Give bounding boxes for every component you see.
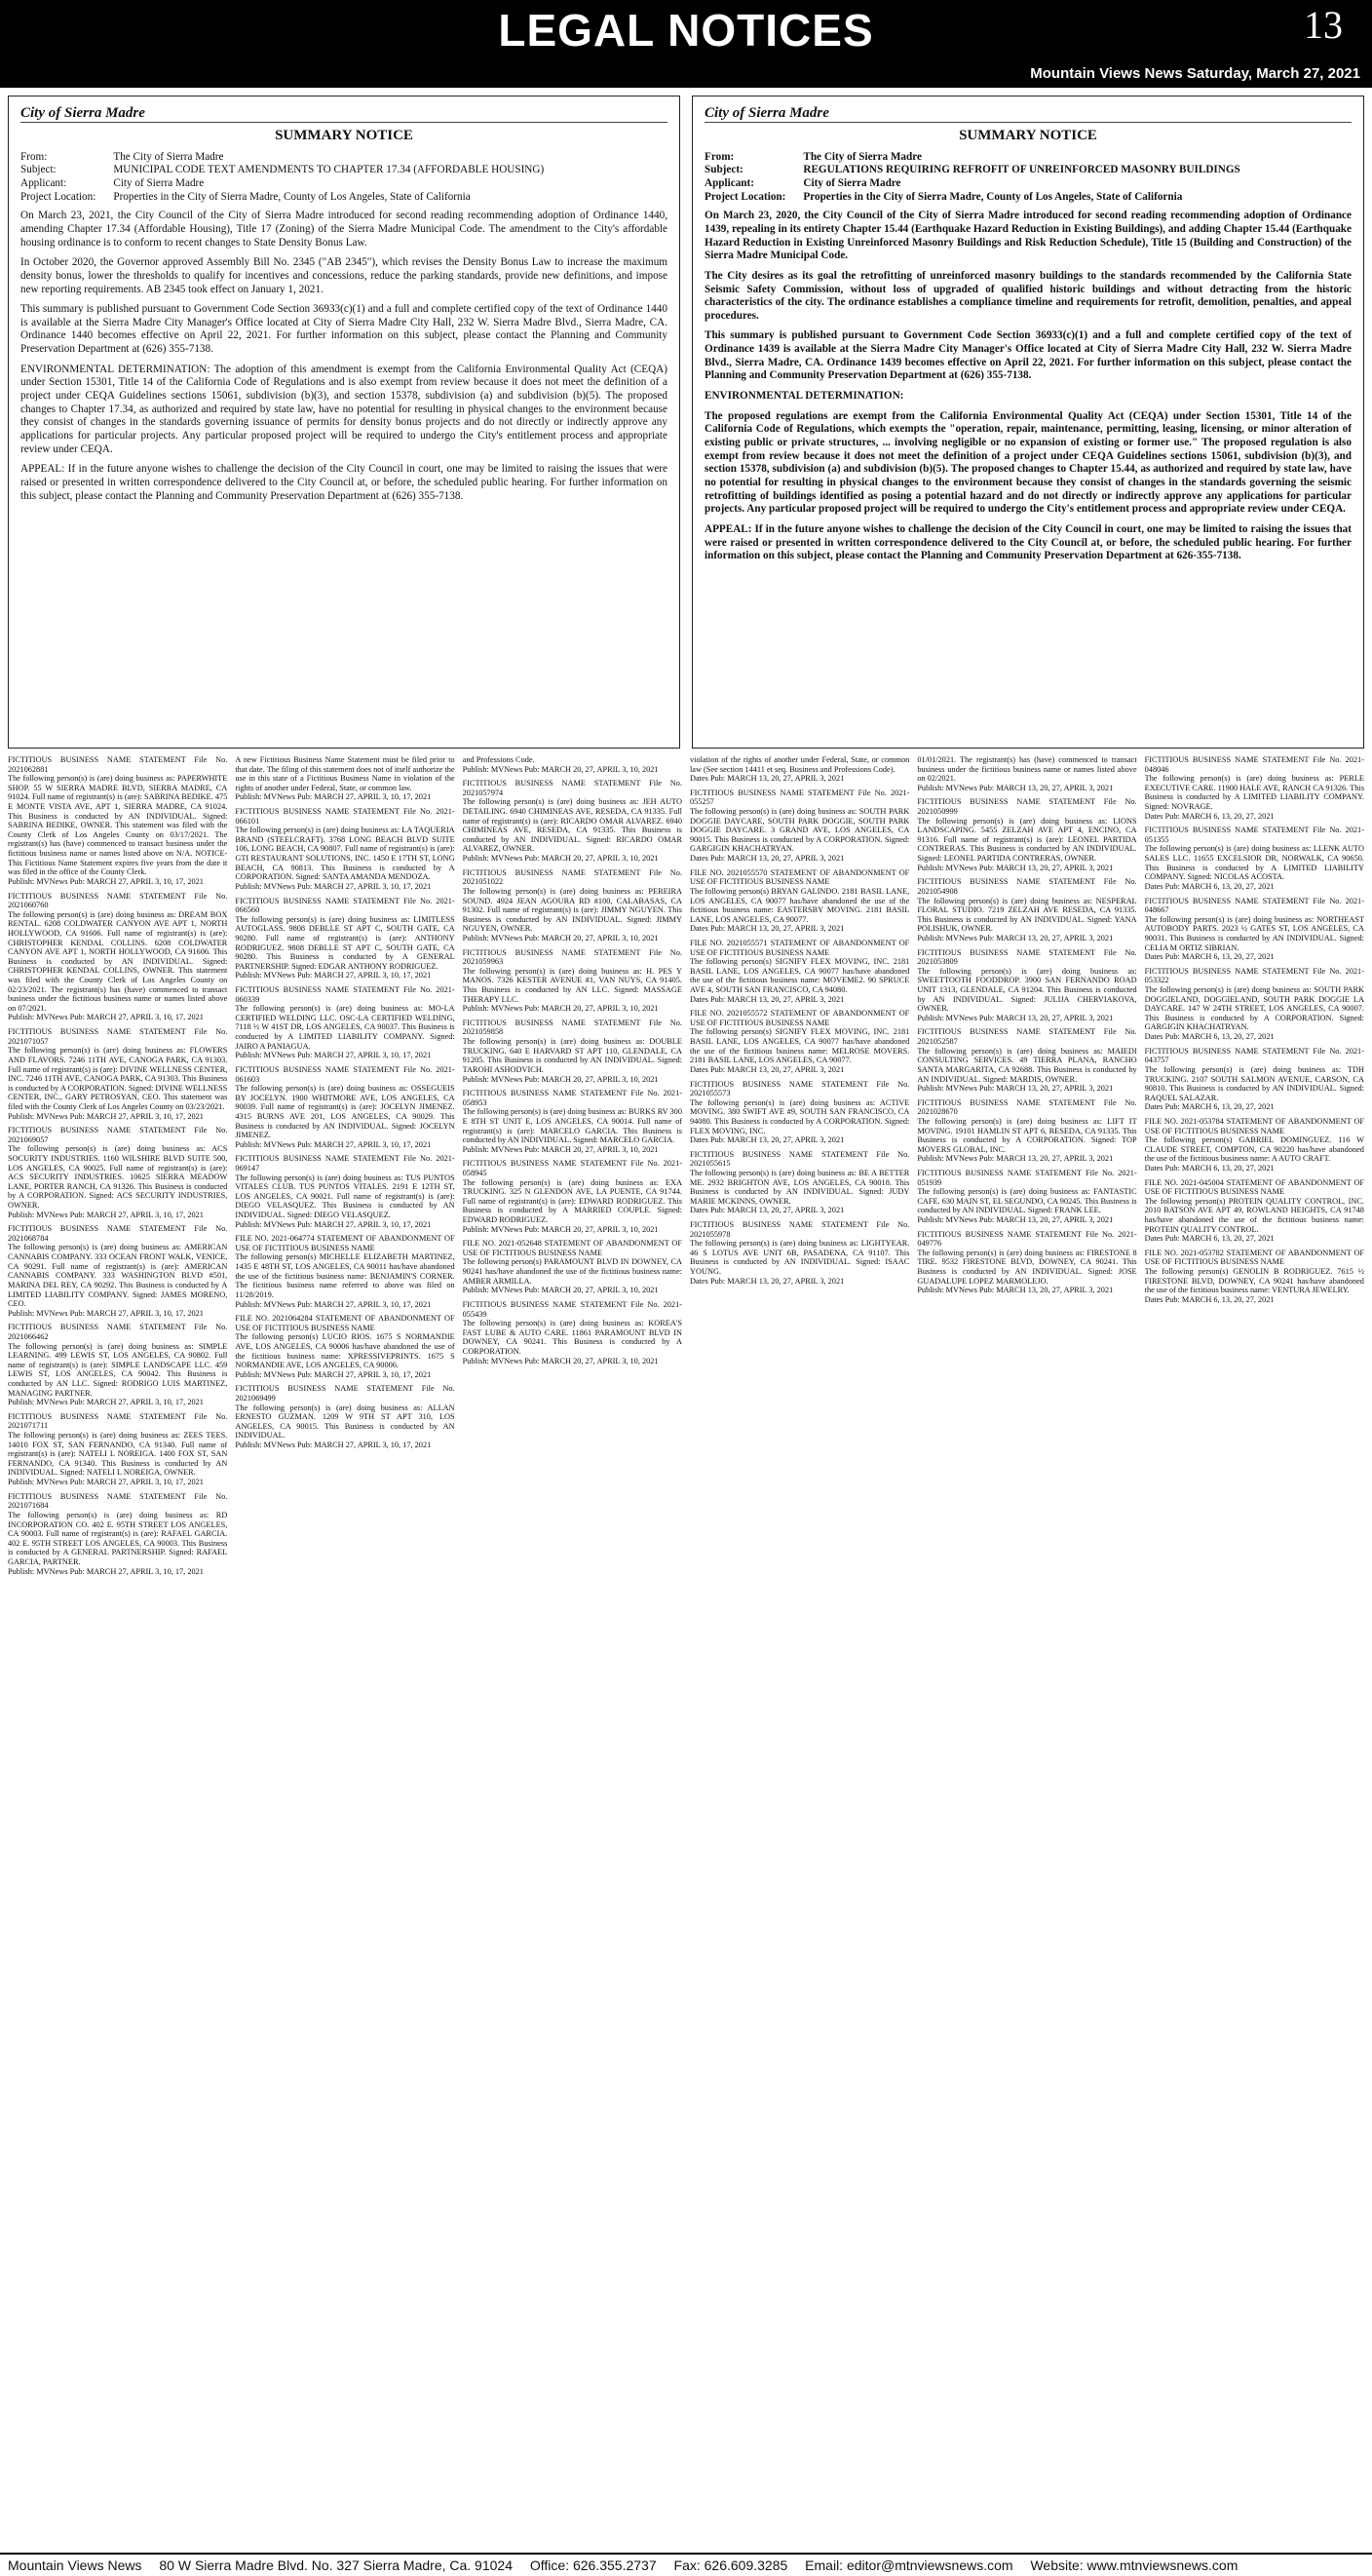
column-5 [917,755,1136,2549]
column-2 [235,755,454,2549]
legal-notice-entry [690,868,909,934]
notice-paragraph: The City desires as its goal the retrofitting of unreinforced masonry buildings to the standards recommended by the California State Seismic Safety Commission, without loss of upgraded of qualified historic buildings and without detracting from the historic characteristics of the city. The ordinance establishes a compliance timeline and requirements for retrofit, demolition, penalties, and appeal procedures. [705,269,1352,322]
entry-body: The following person(s) is (are) doing business as: PERLE EXECUTIVE CARE. 11900 HALE AVE, RANCH CA 91326. This Business is conducted by A LIMITED LIABILITY COMPANY. Signed: NOVRAGE. [1144,774,1364,812]
legal-notice-entry [690,755,909,784]
legal-notice-entry [8,1323,227,1406]
dateline: Mountain Views News Saturday, March 27, 2021 [1030,65,1360,82]
field-label: Subject: [20,164,57,176]
notice-header-row [705,151,1258,165]
entry-heading: FICTITIOUS BUSINESS NAME STATEMENT File No. 2021062881 [8,755,228,774]
field-label: Project Location: [705,190,786,203]
entry-publication-dates: Publish: MVNews Pub: MARCH 20, 27, APRIL 3, 10, 2021 [462,1144,659,1154]
entry-publication-dates: Publish: MVNews Pub: MARCH 27, APRIL 3, 10, 17, 2021 [8,1566,204,1576]
legal-notice-entry [690,1150,909,1215]
entry-publication-dates: Publish: MVNews Pub: MARCH 20, 27, APRIL 3, 10, 2021 [462,1224,659,1234]
field-value: MUNICIPAL CODE TEXT AMENDMENTS TO CHAPTER 17.34 (AFFORDABLE HOUSING) [113,164,545,176]
legal-notice-entry [690,788,909,864]
footer-email: Email: editor@mtnviewsnews.com [805,2557,1013,2573]
legal-notice-entry [463,779,682,863]
entry-heading: FICTITIOUS BUSINESS NAME STATEMENT File No. 2021071711 [8,1411,228,1431]
field-label: From: [20,150,48,163]
entry-body: The following person(s) is (are) doing business as: FLOWERS AND FLAVORS. 7246 11TH AVE, CANOGA PARK, CA 91303. Full name of registrant(s) is (are): DIVINE WELLNESS CENTER, INC. 7246 11TH AVE, CANOGA PARK, CA 91303. This Business is conducted by A CORPORATION. Signed: DIVINE WELLNESS CENTER, INC., GARY PETROSYAN, CEO. This statement was filed with the County Clerk of Los Angeles County on 03/23/2021. [8,1046,228,1111]
legal-notice-entry [690,1080,909,1145]
masthead [0,0,1372,88]
entry-heading: FICTITIOUS BUSINESS NAME STATEMENT File No. 2021059963 [462,947,682,967]
entry-heading: FICTITIOUS BUSINESS NAME STATEMENT File No. 2021069499 [235,1384,455,1403]
legal-notice-entry [917,948,1136,1023]
entry-body: The following person(s) is (are) doing business as: AMERICAN CANNABIS COMPANY. 333 OCEAN FRONT WALK, VENICE, CA 90291. Full name of registrant(s) is (are): AMERICAN CANNABIS COMPANY. 333 WASHINGTON BLVD #501, MARINA DEL REY, CA 90292. This Business is conducted by A LIMITED LIABILITY COMPANY. Signed: JAMES MORENO, CEO. [8,1243,228,1309]
field-label: Applicant: [20,176,67,189]
entry-heading: FICTITIOUS BUSINESS NAME STATEMENT File No. 2021071057 [8,1027,228,1046]
entry-body: The following person(s) is (are) doing business as: LIFT IT MOVING. 19101 HAMLIN ST APT 6, RESEDA, CA 91335. This Business is conducted by A CORPORATION. Signed: TOP MOVERS GLOBAL, INC. [917,1116,1137,1154]
legal-notice-entry [235,897,454,980]
entry-publication-dates: Publish: MVNews Pub: MARCH 13, 20, 27, APRIL 3, 2021 [917,1084,1114,1094]
entry-publication-dates: Dates Pub: MARCH 13, 20, 27, APRIL 3, 2021 [689,1064,845,1074]
entry-publication-dates: Publish: MVNews Pub: MARCH 13, 20, 27, APRIL 3, 2021 [917,783,1114,792]
entry-heading: FILE NO. 2021-053784 STATEMENT OF ABANDONMENT OF USE OF FICTITIOUS BUSINESS NAME [1144,1116,1364,1135]
entry-body: The following person(s) is (are) doing business as: H. PES Y MANOS. 7326 KESTER AVENUE #1, VAN NUYS, CA 91405. This Business is conducted by AN LLC. Signed: MASSAGE THERAPY LLC. [462,966,682,1004]
field-value: Properties in the City of Sierra Madre, County of Los Angeles, State of California [803,190,1183,203]
entry-publication-dates: Publish: MVNews Pub: MARCH 27, APRIL 3, 10, 17, 2021 [8,876,204,886]
entry-body: The following person(s) is (are) doing business as: ALLAN ERNESTO GUZMAN. 1209 W 9TH ST APT 310, LOS ANGELES, CA 90015. This Business is conducted by AN INDIVIDUAL. [235,1403,455,1441]
column-4 [690,755,909,2549]
entry-publication-dates: Publish: MVNews Pub: MARCH 20, 27, APRIL 3, 10, 2021 [462,764,659,774]
entry-body: The following person(s) is (are) doing business as: RD INCORPORATION CO. 402 E. 95TH STREET LOS ANGELES, CA 90003. Full name of registrant(s) is (are): RAFAEL GARCIA. 402 E. 95TH STREET LOS ANGELES, CA 90003. This Business is conducted by A GENERAL PARTNERSHIP. Signed: RAFAEL GARCIA, PARTNER. [8,1510,228,1566]
entry-heading: FICTITIOUS BUSINESS NAME STATEMENT File No. 2021-066560 [235,896,455,915]
entry-body: The following person(s) is (are) doing business as: LA TAQUERIA BRAND (STEELCRAFT). 3768 LONG BEACH BLVD SUITE 106, LONG BEACH, CA 90807. Full name of registrant(s) is (are): GTI RESTAURANT SOLUTIONS, INC. 1450 E 17TH ST, LONG BEACH, CA 90813. This Business is conducted by A CORPORATION. Signed: SANTA AMANDA MENDOZA. [235,826,455,882]
notice-header-row [705,191,1258,205]
entry-publication-dates: Dates Pub: MARCH 6, 13, 20, 27, 2021 [1144,1032,1275,1042]
legal-notice-entry [1145,826,1364,891]
footer-address: 80 W Sierra Madre Blvd. No. 327 Sierra Madre, Ca. 91024 [159,2557,513,2573]
notice-paragraph: APPEAL: If in the future anyone wishes to challenge the decision of the City Council in court, one may be limited to raising the issues that were raised or presented in written correspondence delivered to the City Council at, or before, the scheduled public hearing. For further information on this subject, please contact the Planning and Community Preservation Department at (626) 355-7138. [20,463,667,502]
entry-body: The following person(s) is (are) doing business as: NESPERAL FLORAL STUDIO. 7219 ZELZAH AVE RESEDA, CA 91335. This Business is conducted by AN INDIVIDUAL. Signed: YANA POLISHUK, OWNER. [917,896,1137,934]
entry-body: The following person(s) is (are) doing business as: LIMITLESS AUTOGLASS. 9808 DEBLLE ST APT C, SOUTH GATE, CA 90280. Full name of registrant(s) is (are): ANTHONY RODRIGUEZ. 9808 DEBLLE ST APT C, SOUTH GATE, CA 90280. This Business is conducted by A GENERAL PARTNERSHIP. Signed: EDGAR ANTHONY RODRIGUEZ. [235,914,455,971]
entry-publication-dates: Publish: MVNews Pub: MARCH 27, APRIL 3, 10, 17, 2021 [235,1441,432,1450]
column-1 [8,755,227,2549]
entry-body: The following person(s) is (are) doing business as: JEH AUTO DETAILING. 6940 CHIMINEAS AVE, RESEDA, CA 91335. Full name of registrant(s) is (are): RICARDO OMAR ALVAREZ. 6940 CHIMINEAS AVE, RESEDA, CA 91335. This Business is conducted by AN INDIVIDUAL. Signed: RICARDO OMAR ALVAREZ, OWNER. [462,797,682,854]
entry-publication-dates: Publish: MVNews Pub: MARCH 27, APRIL 3, 10, 17, 2021 [235,1299,432,1309]
footer-website: Website: www.mtnviewsnews.com [1030,2557,1239,2573]
entry-body: The following person(s) is (are) doing business as: LLENK AUTO SALES LLC. 11655 EXCELSIOR DR, NORWALK, CA 90650. This Business is conducted by A LIMITED LIABILITY COMPANY. Signed: NICOLAS ACOSTA. [1144,844,1364,882]
entry-body: The following person(s) PARAMOUNT BLVD IN DOWNEY, CA 90241 has/have abandoned the use of the fictitious business name: AMBER ARMILLA. [462,1257,682,1286]
entry-publication-dates: Publish: MVNews Pub: MARCH 27, APRIL 3, 10, 17, 2021 [235,1369,432,1379]
legal-notice-entry [1145,1117,1364,1173]
summary-notice-affordable-housing [8,96,680,749]
legal-notice-entry [1145,1249,1364,1305]
entry-heading: FICTITIOUS BUSINESS NAME STATEMENT File No. 2021068784 [8,1224,228,1243]
notice-paragraph: ENVIRONMENTAL DETERMINATION: [705,390,904,403]
entry-heading: FICTITIOUS BUSINESS NAME STATEMENT File No. 2021066462 [8,1323,228,1341]
entry-heading: FICTITIOUS BUSINESS NAME STATEMENT File No. 2021-049776 [917,1229,1137,1249]
entry-body: The following person(s) LUCIO RIOS. 1675 S NORMANDIE AVE, LOS ANGELES, CA 90006 has/have abandoned the use of the fictitious business name: XPRESSIVEPRINTS. 1675 S NORMANDIE AVE, LOS ANGELES, CA 90006. [235,1332,455,1370]
entry-body: The following person(s) PROTEIN QUALITY CONTROL, INC. 2010 BATSON AVE APT 49, ROWLAND HEIGHTS, CA 91748 has/have abandoned the use of the fictitious business name: PROTEIN QUALITY CONTROL. [1144,1196,1364,1234]
notice-paragraph: APPEAL: If in the future anyone wishes to challenge the decision of the City Council in court, one may be limited to raising the issues that were raised or presented in written correspondence delivered to the City Council at, or before, the scheduled public hearing. For further information on this subject, please contact the Planning and Community Preservation Department at 626-355-7138. [705,523,1352,562]
legal-notice-entry [8,1126,227,1219]
entry-publication-dates: Publish: MVNews Pub: MARCH 20, 27, APRIL 3, 10, 2021 [462,854,659,864]
legal-notice-entry [463,1159,682,1234]
entry-heading: FICTITIOUS BUSINESS NAME STATEMENT File No. 2021-058953 [462,1089,682,1107]
entry-body: The following person(s) is (are) doing business as: ACS SOCURITY INDUSTRIES. 1160 WILSHIRE BLVD SUITE 500, LOS ANGELES, CA 90025. Full name of registrant(s) is (are): ACS SECURITY INDUSTRIES. 10625 SIERRA MEADOW LANE, PORTER RANCH, CA 91326. This Business is conducted by A CORPORATION. Signed: ACS SECURITY INDUSTRIES, OWNER. [8,1144,228,1211]
entry-heading: FICTITIOUS BUSINESS NAME STATEMENT File No. 2021069057 [8,1126,228,1144]
entry-body: and Professions Code. [462,755,535,764]
entry-publication-dates: Dates Pub: MARCH 6, 13, 20, 27, 2021 [1144,811,1275,821]
entry-body: The following person(s) is (are) doing business as: SWEETTOOTH FOODDROP. 3900 SAN FERNANDO ROAD UNIT 1313, GLENDALE, CA 91204. This Business is conducted by AN INDIVIDUAL. Signed: JULIJA CHERVIAKOVA, OWNER. [917,966,1137,1014]
legal-notice-entry [235,1314,454,1379]
legal-notice-entry [1145,1178,1364,1244]
entry-heading: FICTITIOUS BUSINESS NAME STATEMENT File No. 2021057974 [462,779,682,797]
entry-body: The following person(s) is (are) doing business as: LIONS LANDSCAPING. 5455 ZELZAH AVE APT 4, ENCINO, CA 91316. Full name of registrant(s) is (are): LEONEL PARTIDA CONTRERAS. This Business is conducted by AN INDIVIDUAL. Signed: LEONEL PARTIDA CONTRERAS, OWNER. [917,816,1137,864]
field-value: City of Sierra Madre [803,176,901,189]
entry-heading: FILE NO. 2021-052648 STATEMENT OF ABANDONMENT OF USE OF FICTITIOUS BUSINESS NAME [462,1239,682,1257]
notice-paragraph: In October 2020, the Governor approved Assembly Bill No. 2345 ("AB 2345"), which revises the Density Bonus Law to increase the maximum density bonus, lower the thresholds to qualify for incentives and concessions, reduce the parking standards, provide new definitions, and impose new reporting requirements. AB 2345 took effect on January 1, 2021. [20,256,667,295]
entry-heading: FICTITIOUS BUSINESS NAME STATEMENT File No. 2021-069147 [235,1154,455,1173]
notice-paragraph: On March 23, 2020, the City Council of the City of Sierra Madre introduced for second reading recommending adoption of Ordinance 1439, repealing in its entirety Chapter 15.44 (Earthquake Hazard Reduction in Existing Buildings), and adding Chapter 15.44 (Earthquake Hazard Reduction in Existing Unreinforced Masonry Buildings and Risk Reduction Schedule), Title 15 (Building and Construction) of the Sierra Madre Municipal Code. [705,210,1352,262]
legal-notice-entry [463,948,682,1014]
entry-publication-dates: Dates Pub: MARCH 6, 13, 20, 27, 2021 [1144,881,1275,891]
notice-title: SUMMARY NOTICE [959,128,1097,144]
entry-publication-dates: Publish: MVNews Pub: MARCH 27, APRIL 3, 10, 17, 2021 [8,1308,204,1318]
entry-publication-dates: Publish: MVNews Pub: MARCH 13, 20, 27, APRIL 3, 2021 [917,1286,1114,1295]
entry-body: The following person(s) is (are) doing business as: KOREA'S FAST LUBE & AUTO CARE. 11861 PARAMOUNT BLVD IN DOWNEY, CA 90241. This Business is conducted by A CORPORATION. [462,1319,682,1356]
entry-publication-dates: Publish: MVNews Pub: MARCH 27, APRIL 3, 10, 17, 2021 [235,792,432,802]
entry-heading: FICTITIOUS BUSINESS NAME STATEMENT File No. 2021-051355 [1144,826,1364,844]
entry-body: The following person(s) is (are) doing business as: SOUTH PARK DOGGIE DAYCARE, SOUTH PARK DOGGIE, SOUTH PARK DOGGIE DAYCARE. 3 GRAND AVE, LOS ANGELES, CA 90015. This Business is conducted by A CORPORATION. Signed: GARGIGIN KHACHATRYAN. [689,807,910,854]
entry-publication-dates: Publish: MVNews Pub: MARCH 13, 20, 27, APRIL 3, 2021 [917,1215,1114,1225]
entry-body: The following person(s) is (are) doing business as: MO-LA CERTIFIED WELDING LLC. OSC-LA CERTIFIED WELDING, 7118 ½ W 41ST DR, LOS ANGELES, CA 90037. This Business is conducted by A LIMITED LIABILITY COMPANY. Signed: JAIRO A PANIAGUA. [235,1004,455,1051]
entry-body: The following person(s) MICHELLE ELIZABETH MARTINEZ, 1435 E 48TH ST, LOS ANGELES, CA 90011 has/have abandoned the use of the fictitious business name: BENJAMIN'S CORNER. The fictitious business name referred to above was filed on 11/28/2019. [235,1252,455,1299]
legal-notice-entry [235,1154,454,1229]
notice-body [20,210,667,503]
legal-notice-entry [690,1009,909,1074]
entry-body: The following person(s) GENOLIN B RODRIGUEZ. 7615 ½ FIRESTONE BLVD, DOWNEY, CA 90241 has/have abandoned the use of the fictitious business name: VENTURA JEWELRY. [1144,1267,1364,1295]
entry-body: The following person(s) GABRIEL DOMINGUEZ. 116 W CLAUDE STREET, COMPTON, CA 90220 has/have abandoned the use of the fictitious business name: A AUTO CRAFT. [1144,1135,1364,1164]
entry-publication-dates: Publish: MVNews Pub: MARCH 20, 27, APRIL 3, 10, 2021 [462,1074,659,1084]
legal-notice-entry [917,877,1136,942]
entry-heading: FICTITIOUS BUSINESS NAME STATEMENT File No. 2021-055257 [689,788,910,807]
entry-body: The following person(s) is (are) doing business as: TDH TRUCKING. 2107 SOUTH SALMON AVENUE, CARSON, CA 90810. This Business is conducted by AN INDIVIDUAL. Signed: RAQUEL SALAZAR. [1144,1064,1364,1102]
entry-publication-dates: Dates Pub: MARCH 6, 13, 20, 27, 2021 [1144,952,1275,962]
entry-publication-dates: Publish: MVNews Pub: MARCH 27, APRIL 3, 10, 17, 2021 [8,1210,204,1219]
legal-notice-entry [235,807,454,891]
entry-heading: FILE NO. 2021055570 STATEMENT OF ABANDONMENT OF USE OF FICTITIOUS BUSINESS NAME [689,867,910,887]
entry-body: The following person(s) is (are) doing business as: SIMPLE LEARNING. 499 LEWIS ST, LOS ANGELES, CA 90802. Full name of registrant(s) is (are): SIMPLE LANDSCAPE LLC. 459 LEWIS ST, LOS ANGELES, CA 90042. This Business is conducted by AN LLC. Signed: RODRIGO LUIS MARTINEZ, MANAGING PARTNER. [8,1341,228,1398]
entry-heading: FICTITIOUS BUSINESS NAME STATEMENT File No. 2021051022 [462,867,682,887]
field-label: From: [705,150,735,163]
notice-header-table [20,151,561,205]
legal-notice-entry [8,1412,227,1487]
notice-paragraph: On March 23, 2021, the City Council of the City of Sierra Madre introduced for second reading recommending adoption of Ordinance 1440, amending Chapter 17.34 (Affordable Housing), Title 17 (Zoning) of the Sierra Madre Municipal Code. The amendment to the City's affordable housing ordinance is to conform to recent changes to State Density Bonus Law. [20,210,667,249]
notice-paragraph: This summary is published pursuant to Government Code Section 36933(c)(1) and a full and complete certified copy of the text of Ordinance 1439 is available at the Sierra Madre City Manager's Office located at City of Sierra Madre City Hall, 232 W. Sierra Madre Blvd., Sierra Madre, CA. Ordinance 1439 becomes effective on April 22, 2021. For further information on this subject, please contact the Planning and Community Preservation Department at (626) 355-7138. [705,329,1352,382]
notice-header-row [20,177,561,191]
notice-paragraph: ENVIRONMENTAL DETERMINATION: The adoption of this amendment is exempt from the California Environmental Quality Act (CEQA) under Section 15301, Title 14 of the California Code of Regulations and is also exempt from review because it does not meet the definition of a project under CEQA Guidelines sections 15061, subdivision (b)(3), and section 15378, subdivision (a) and subdivision (b)(5). The proposed changes to Chapter 17.34, as authorized and required by state law, have no potential for resulting in physical changes to the environment because they consist of changes in the standards governing issuance of permits for density bonus projects and do not directly or indirectly approve any applications for particular projects. Any particular proposed project will be required to undergo the City's entitlement process and appropriate review under CEQA. [20,363,667,455]
notice-header-row [20,191,561,205]
legal-notice-entry [1145,897,1364,962]
entry-body: The following person(s) is (are) doing business as: BE A BETTER ME. 2932 BRIGHTON AVE, LOS ANGELES, CA 90018. This Business is conducted by AN INDIVIDUAL. Signed: JUDY MARIE MCKINNS, OWNER. [689,1168,910,1206]
entry-body: The following person(s) is (are) doing business as: PAPERWHITE SHOP. 55 W SIERRA MADRE BLVD, SIERRA MADRE, CA 91024. Full name of registrant(s) is (are): SABRINA BEDIKE. 475 E MONTE VISTA AVE, APT 1, SIERRA MADRE, CA 91024. This Business is conducted by AN INDIVIDUAL. Signed: SABRINA BEDIKE, OWNER. This statement was filed with the County Clerk of Los Angeles County on 03/17/2021. The registrant(s) has (have) commenced to transact business under the fictitious business name or names listed above on N/A. NOTICE- This Fictitious Name Statement expires five years from the date it was filed in the office of the County Clerk. [8,774,228,877]
entry-publication-dates: Dates Pub: MARCH 13, 20, 27, APRIL 3, 2021 [689,994,845,1004]
entry-heading: FICTITIOUS BUSINESS NAME STATEMENT File No. 2021054908 [917,877,1137,896]
entry-body: 01/01/2021. The registrant(s) has (have) commenced to transact business under the fictitious business name or names listed above on 02/2021. [917,755,1137,784]
notice-city: City of Sierra Madre [705,104,1352,123]
legal-notice-entry [690,939,909,1004]
field-value: REGULATIONS REQUIRING REFROFIT OF UNREINFORCED MASONRY BUILDINGS [803,164,1240,176]
legal-notice-entry [235,1065,454,1149]
entry-heading: FICTITIOUS BUSINESS NAME STATEMENT File No. 2021053809 [917,947,1137,967]
entry-body: violation of the rights of another under Federal, State, or common law (See section 14411 et seq. Business and Professions Code). [689,755,910,774]
entry-body: The following person(s) is (are) doing business as: TUS PUNTOS VITALES CLUB. TUS PUNTOS VITALES. 2191 E 12TH ST, LOS ANGELES, CA 90021. Full name of registrant(s) is (are): DIEGO VELASQUEZ. This Business is conducted by AN INDIVIDUAL. Signed: DIEGO VELASQUEZ. [235,1173,455,1220]
entry-publication-dates: Publish: MVNews Pub: MARCH 13, 20, 27, APRIL 3, 2021 [917,1154,1114,1164]
legal-notice-entry [463,755,682,774]
legal-notice-entry [463,1300,682,1365]
notice-city: City of Sierra Madre [20,104,667,123]
entry-body: The following person(s) is (are) doing business as: PEREIRA SOUND. 4924 JEAN AGOURA RD #100, CALABASAS, CA 91302. Full name of registrant(s) is (are): JIMMY NGUYEN. This Business is conducted by AN INDIVIDUAL. Signed: JIMMY NGUYEN, OWNER. [462,886,682,934]
entry-heading: FICTITIOUS BUSINESS NAME STATEMENT File No. 2021-043757 [1144,1046,1364,1065]
entry-heading: FICTITIOUS BUSINESS NAME STATEMENT File No. 2021055573 [689,1079,910,1098]
legal-notice-entry [1145,755,1364,821]
entry-heading: FICTITIOUS BUSINESS NAME STATEMENT File No. 2021-055439 [462,1299,682,1319]
entry-publication-dates: Dates Pub: MARCH 6, 13, 20, 27, 2021 [1144,1163,1275,1173]
entry-body: The following person(s) is (are) doing business as: FANTASTIC CAFE. 630 MAIN ST, EL SEGUNDO, CA 90245. This Business is conducted by AN INDIVIDUAL. Signed: FRANK LEE. [917,1187,1137,1215]
entry-publication-dates: Publish: MVNews Pub: MARCH 13, 20, 27, APRIL 3, 2021 [917,863,1114,872]
legal-notice-entry [235,755,454,802]
field-value: The City of Sierra Madre [113,150,224,163]
legal-notice-entry [8,755,227,887]
entry-heading: FILE NO. 2021-064774 STATEMENT OF ABANDONMENT OF USE OF FICTITIOUS BUSINESS NAME [235,1234,455,1252]
entry-body: The following person(s) is (are) doing business as: DOUBLE TRUCKING. 640 E HARVARD ST APT 110, GLENDALE, CA 91205. This Business is conducted by AN INDIVIDUAL. Signed: TAROHI ASHODVICH. [462,1037,682,1074]
entry-heading: FICTITIOUS BUSINESS NAME STATEMENT File No. 2021055615 [689,1149,910,1169]
entry-heading: FICTITIOUS BUSINESS NAME STATEMENT File No. 2021071684 [8,1491,228,1511]
legal-notice-entry [8,1492,227,1576]
entry-publication-dates: Publish: MVNews Pub: MARCH 27, APRIL 3, 10, 17, 2021 [235,1051,432,1060]
entry-body: The following person(s) is (are) doing business as: MAIEDI CONSULTING SERVICES. 49 TIERRA PLANA, RANCHO SANTA MARGARITA, CA 92688. This Business is conducted by AN INDIVIDUAL. Signed: MARDIS, OWNER. [917,1046,1137,1084]
notice-paragraph: This summary is published pursuant to Government Code Section 36933(c)(1) and a full and complete certified copy of the text of Ordinance 1440 is available at the Sierra Madre City Manager's Office located at City of Sierra Madre City Hall, 232 W. Sierra Madre Blvd., Sierra Madre, CA. Ordinance 1440 becomes effective on April 22, 2021. For further information on this subject, please contact the Planning and Community Preservation Department at (626) 355-7138. [20,303,667,356]
footer-fax: Fax: 626.609.3285 [673,2557,788,2573]
legal-notice-entry [8,1224,227,1318]
entry-heading: FICTITIOUS BUSINESS NAME STATEMENT File No. 2021-051939 [917,1168,1137,1187]
entry-publication-dates: Dates Pub: MARCH 13, 20, 27, APRIL 3, 2021 [689,774,845,784]
section-title: LEGAL NOTICES [498,5,874,56]
field-label: Applicant: [705,176,754,189]
entry-heading: FICTITIOUS BUSINESS NAME STATEMENT File No. 2021-066101 [235,807,455,826]
notice-paragraph: The proposed regulations are exempt from the California Environmental Quality Act (CEQA) under Section 15301, Title 14 of the California Code of Regulations, which exempts the "operation, repair, maintenance, permitting, leasing, licensing, or minor alteration of existing public or private structures, ... involving negligible or no expansion of existing or former use." The proposed regulation is also exempt from review because it does not meet the definition of a project under CEQA Guidelines sections 15061, subdivision (b)(3), and section 15378, subdivision (a) and subdivision (b)(5). The proposed changes to Chapter 15.44, as authorized and required by state law, have no potential for resulting in physical changes to the environment because they consist of changes in the standards governing the seismic retrofitting of buildings identified as posing a potential hazard and do not directly or indirectly approve any applications for particular projects. Any particular proposed project will be required to undergo the City's entitlement process and appropriate review under CEQA. [705,409,1352,516]
legal-notice-entry [463,1019,682,1084]
entry-body: The following person(s) is (are) doing business as: ZEES TEES. 14010 FOX ST, SAN FERNANDO, CA 91340. Full name of registrant(s) is (are): NATELI L NOREIGA. 1400 FOX ST, SAN FERNANDO, CA 91340. This Business is conducted by AN INDIVIDUAL. Signed: NATELI L NOREIGA, OWNER. [8,1431,228,1478]
entry-body: The following person(s) is (are) doing business as: OSSEGUEIS BY JOCELYN. 1900 WHITMORE AVE, LOS ANGELES, CA 90039. Full name of registrant(s) is (are): JOCELYN JIMENEZ. 4315 BURNS AVE 201, LOS ANGELES, CA 90029. This Business is conducted by AN INDIVIDUAL. Signed: JOCELYN JIMENEZ. [235,1084,455,1140]
entry-publication-dates: Publish: MVNews Pub: MARCH 27, APRIL 3, 10, 17, 2021 [8,1478,204,1487]
entry-publication-dates: Dates Pub: MARCH 6, 13, 20, 27, 2021 [1144,1234,1275,1244]
field-value: The City of Sierra Madre [803,150,922,163]
entry-publication-dates: Publish: MVNews Pub: MARCH 13, 20, 27, APRIL 3, 2021 [917,933,1114,942]
entry-heading: FICTITIOUS BUSINESS NAME STATEMENT File No. 2021060760 [8,891,228,910]
entry-publication-dates: Publish: MVNews Pub: MARCH 27, APRIL 3, 10, 17, 2021 [8,1111,204,1121]
entry-heading: FICTITIOUS BUSINESS NAME STATEMENT File No. 2021-061603 [235,1064,455,1084]
column-3 [463,755,682,2549]
entry-body: The following person(s) is (are) doing business as: SOUTH PARK DOGGIELAND, DOGGIELAND, SOUTH PARK DOGGIE LA DAYCARE. 147 W 24TH STREET, LOS ANGELES, CA 90007. This Business is conducted by A CORPORATION. Signed: GARGIGIN KHACHATRYAN. [1144,985,1364,1032]
legal-notice-entry [690,1220,909,1286]
entry-publication-dates: Dates Pub: MARCH 13, 20, 27, APRIL 3, 2021 [689,1276,845,1286]
notice-title: SUMMARY NOTICE [275,128,413,144]
summary-notice-masonry-retrofit [692,96,1364,749]
notice-body [705,210,1352,563]
entry-publication-dates: Publish: MVNews Pub: MARCH 20, 27, APRIL 3, 10, 2021 [462,1356,659,1365]
entry-publication-dates: Dates Pub: MARCH 13, 20, 27, APRIL 3, 2021 [689,854,845,864]
legal-notice-entry [1145,967,1364,1042]
entry-publication-dates: Publish: MVNews Pub: MARCH 27, APRIL 3, 10, 17, 2021 [8,1398,204,1407]
entry-body: The following person(s) SIGNIFY FLEX MOVING, INC. 2181 BASIL LANE, LOS ANGELES, CA 90077 has/have abandoned the use of the fictitious business name: MOVEME2. 90 SPRUCE AVE 4, SOUTH SAN FRANCISCO, CA 94080. [689,957,910,995]
entry-publication-dates: Publish: MVNews Pub: MARCH 27, APRIL 3, 10, 17, 2021 [235,881,432,891]
entry-publication-dates: Publish: MVNews Pub: MARCH 27, APRIL 3, 10, 17, 2021 [235,1219,432,1229]
column-6 [1145,755,1364,2549]
notice-header-row [20,151,561,165]
legal-notice-entry [917,1169,1136,1225]
entry-body: The following person(s) is (are) doing business as: LIGHTYEAR. 46 S LOTUS AVE UNIT 6B, PASADENA, CA 91107. This Business is conducted by AN INDIVIDUAL. Signed: ISAAC YOUNG. [689,1239,910,1277]
entry-heading: FICTITIOUS BUSINESS NAME STATEMENT File No. 2021050999 [917,797,1137,817]
entry-heading: FICTITIOUS BUSINESS NAME STATEMENT File No. 2021-048046 [1144,755,1364,774]
entry-publication-dates: Dates Pub: MARCH 13, 20, 27, APRIL 3, 2021 [689,1135,845,1145]
entry-publication-dates: Publish: MVNews Pub: MARCH 20, 27, APRIL 3, 10, 2021 [462,1004,659,1014]
legal-notice-entry [1145,1047,1364,1112]
entry-heading: FILE NO. 2021064284 STATEMENT OF ABANDONMENT OF USE OF FICTITIOUS BUSINESS NAME [235,1314,455,1332]
field-label: Project Location: [20,190,96,203]
entry-heading: FICTITIOUS BUSINESS NAME STATEMENT File No. 2021-053322 [1144,966,1364,985]
entry-body: A new Fictitious Business Name Statement must be filed prior to that date. The filing of this statement does not of itself authorize the use in this state of a Fictitious Business Name in violation of the rights of another under Federal, State, or common law. [235,755,455,792]
entry-heading: FICTITIOUS BUSINESS NAME STATEMENT File No. 2021055978 [689,1220,910,1239]
entry-body: The following person(s) is (are) doing business as: DREAM BOX RENTAL. 6208 COLDWATER CANYON AVE APT 1, NORTH HOLLYWOOD, CA 91606. Full name of registrant(s) is (are): CHRISTOPHER KENDAL COLLINS. 6208 COLDWATER CANYON AVE APT 1, NORTH HOLLYWOOD, CA 91606. This Business is conducted by AN INDIVIDUAL. Signed: CHRISTOPHER KENDAL COLLINS, OWNER. This statement was filed with the County Clerk of Los Angeles County on 02/23/2021. The registrant(s) has (have) commenced to transact business under the fictitious business name or names listed above on 07/2021. [8,909,228,1013]
legal-notice-entry [235,1234,454,1309]
notice-header-row [705,177,1258,191]
entry-heading: FILE NO. 2021-045004 STATEMENT OF ABANDONMENT OF USE OF FICTITIOUS BUSINESS NAME [1144,1177,1364,1197]
legal-notice-entry [463,1239,682,1295]
entry-heading: FICTITIOUS BUSINESS NAME STATEMENT File No. 2021-048667 [1144,896,1364,915]
legal-notice-entry [235,1384,454,1449]
footer-paper: Mountain Views News [8,2557,142,2573]
entry-heading: FICTITIOUS BUSINESS NAME STATEMENT File No. 2021052587 [917,1027,1137,1047]
entry-heading: FICTITIOUS BUSINESS NAME STATEMENT File No. 2021-060339 [235,985,455,1004]
entry-body: The following person(s) is (are) doing business as: EXA TRUCKING. 325 N GLENDON AVE, LA PUENTE, CA 91744. Full name of registrant(s) is (are): EDWARD RODRIGUEZ. This Business is conducted by A MARRIED COUPLE. Signed: EDWARD RODRIGUEZ. [462,1177,682,1225]
classified-columns [8,755,1364,2549]
notice-header-row [20,164,561,177]
entry-publication-dates: Publish: MVNews Pub: MARCH 20, 27, APRIL 3, 10, 2021 [462,1286,659,1295]
legal-notice-entry [463,868,682,943]
entry-heading: FICTITIOUS BUSINESS NAME STATEMENT File No. 2021059858 [462,1018,682,1037]
entry-heading: FILE NO. 2021-053782 STATEMENT OF ABANDONMENT OF USE OF FICTITIOUS BUSINESS NAME [1144,1248,1364,1267]
entry-publication-dates: Publish: MVNews Pub: MARCH 27, APRIL 3, 10, 17, 2021 [235,1139,432,1149]
field-value: City of Sierra Madre [113,176,205,189]
legal-notice-entry [917,1098,1136,1164]
entry-body: The following person(s) BRYAN GALINDO. 2181 BASIL LANE, LOS ANGELES, CA 90077 has/have abandoned the use of the fictitious business name: EASTERSBY MOVING. 2181 BASIL LANE, LOS ANGELES, CA 90077. [689,886,910,924]
entry-publication-dates: Publish: MVNews Pub: MARCH 27, APRIL 3, 10, 17, 2021 [235,971,432,980]
field-value: Properties in the City of Sierra Madre, County of Los Angeles, State of California [113,190,471,203]
legal-notice-entry [917,797,1136,872]
page-footer [0,2553,1372,2574]
footer-office: Office: 626.355.2737 [529,2557,657,2573]
legal-notice-entry [8,892,227,1023]
entry-heading: FILE NO. 2021055572 STATEMENT OF ABANDONMENT OF USE OF FICTITIOUS BUSINESS NAME [689,1009,910,1027]
legal-notice-entry [917,1230,1136,1295]
entry-heading: FICTITIOUS BUSINESS NAME STATEMENT File No. 2021-058945 [462,1159,682,1177]
entry-publication-dates: Dates Pub: MARCH 13, 20, 27, APRIL 3, 2021 [689,924,845,934]
entry-body: The following person(s) is (are) doing business as: FIRESTONE 8 TIRE. 9532 FIRESTONE BLVD, DOWNEY, CA 90241. This Business is conducted by AN INDIVIDUAL. Signed: JOSE GUADALUPE LOPEZ MARMOLEJO. [917,1248,1137,1286]
entry-heading: FICTITIOUS BUSINESS NAME STATEMENT File No. 2021028670 [917,1097,1137,1117]
legal-notice-entry [917,1027,1136,1093]
entry-publication-dates: Publish: MVNews Pub: MARCH 20, 27, APRIL 3, 10, 2021 [462,933,659,942]
entry-publication-dates: Dates Pub: MARCH 6, 13, 20, 27, 2021 [1144,1294,1275,1304]
legal-notice-entry [8,1027,227,1121]
notice-header-row [705,164,1258,177]
notice-header-table [705,151,1258,205]
entry-publication-dates: Publish: MVNews Pub: MARCH 27, APRIL 3, 10, 17, 2021 [8,1013,204,1022]
entry-publication-dates: Publish: MVNews Pub: MARCH 13, 20, 27, APRIL 3, 2021 [917,1013,1114,1022]
legal-notice-entry [463,1089,682,1154]
entry-body: The following person(s) is (are) doing business as: NORTHEAST AUTOBODY PARTS. 2023 ½ GATES ST, LOS ANGELES, CA 90031. This Business is conducted by AN INDIVIDUAL. Signed: CELIA M ORTIZ SIBRIAN. [1144,914,1364,952]
entry-heading: FILE NO. 2021055571 STATEMENT OF ABANDONMENT OF USE OF FICTITIOUS BUSINESS NAME [689,938,910,957]
field-label: Subject: [705,164,743,176]
legal-notice-entry [917,755,1136,792]
page-number: 13 [1304,3,1343,47]
entry-body: The following person(s) is (are) doing business as: ACTIVE MOVING. 380 SWIFT AVE #9, SOUTH SAN FRANCISCO, CA 94080. This Business is conducted by A CORPORATION. Signed: FLEX MOVING, INC. [689,1097,910,1135]
entry-publication-dates: Dates Pub: MARCH 13, 20, 27, APRIL 3, 2021 [689,1206,845,1215]
legal-notice-entry [235,985,454,1060]
entry-body: The following person(s) is (are) doing business as: BURKS RV 300 E 8TH ST UNIT E, LOS ANGELES, CA 90014. Full name of registrant(s) is (are): MARCELO GARCIA. This Business is conducted by AN INDIVIDUAL. Signed: MARCELO GARCIA. [462,1107,682,1145]
entry-body: The following person(s) SIGNIFY FLEX MOVING, INC. 2181 BASIL LANE, LOS ANGELES, CA 90077 has/have abandoned the use of the fictitious business name: MELROSE MOVERS. 2181 BASIL LANE, LOS ANGELES, CA 90077. [689,1027,910,1065]
entry-publication-dates: Dates Pub: MARCH 6, 13, 20, 27, 2021 [1144,1102,1275,1112]
